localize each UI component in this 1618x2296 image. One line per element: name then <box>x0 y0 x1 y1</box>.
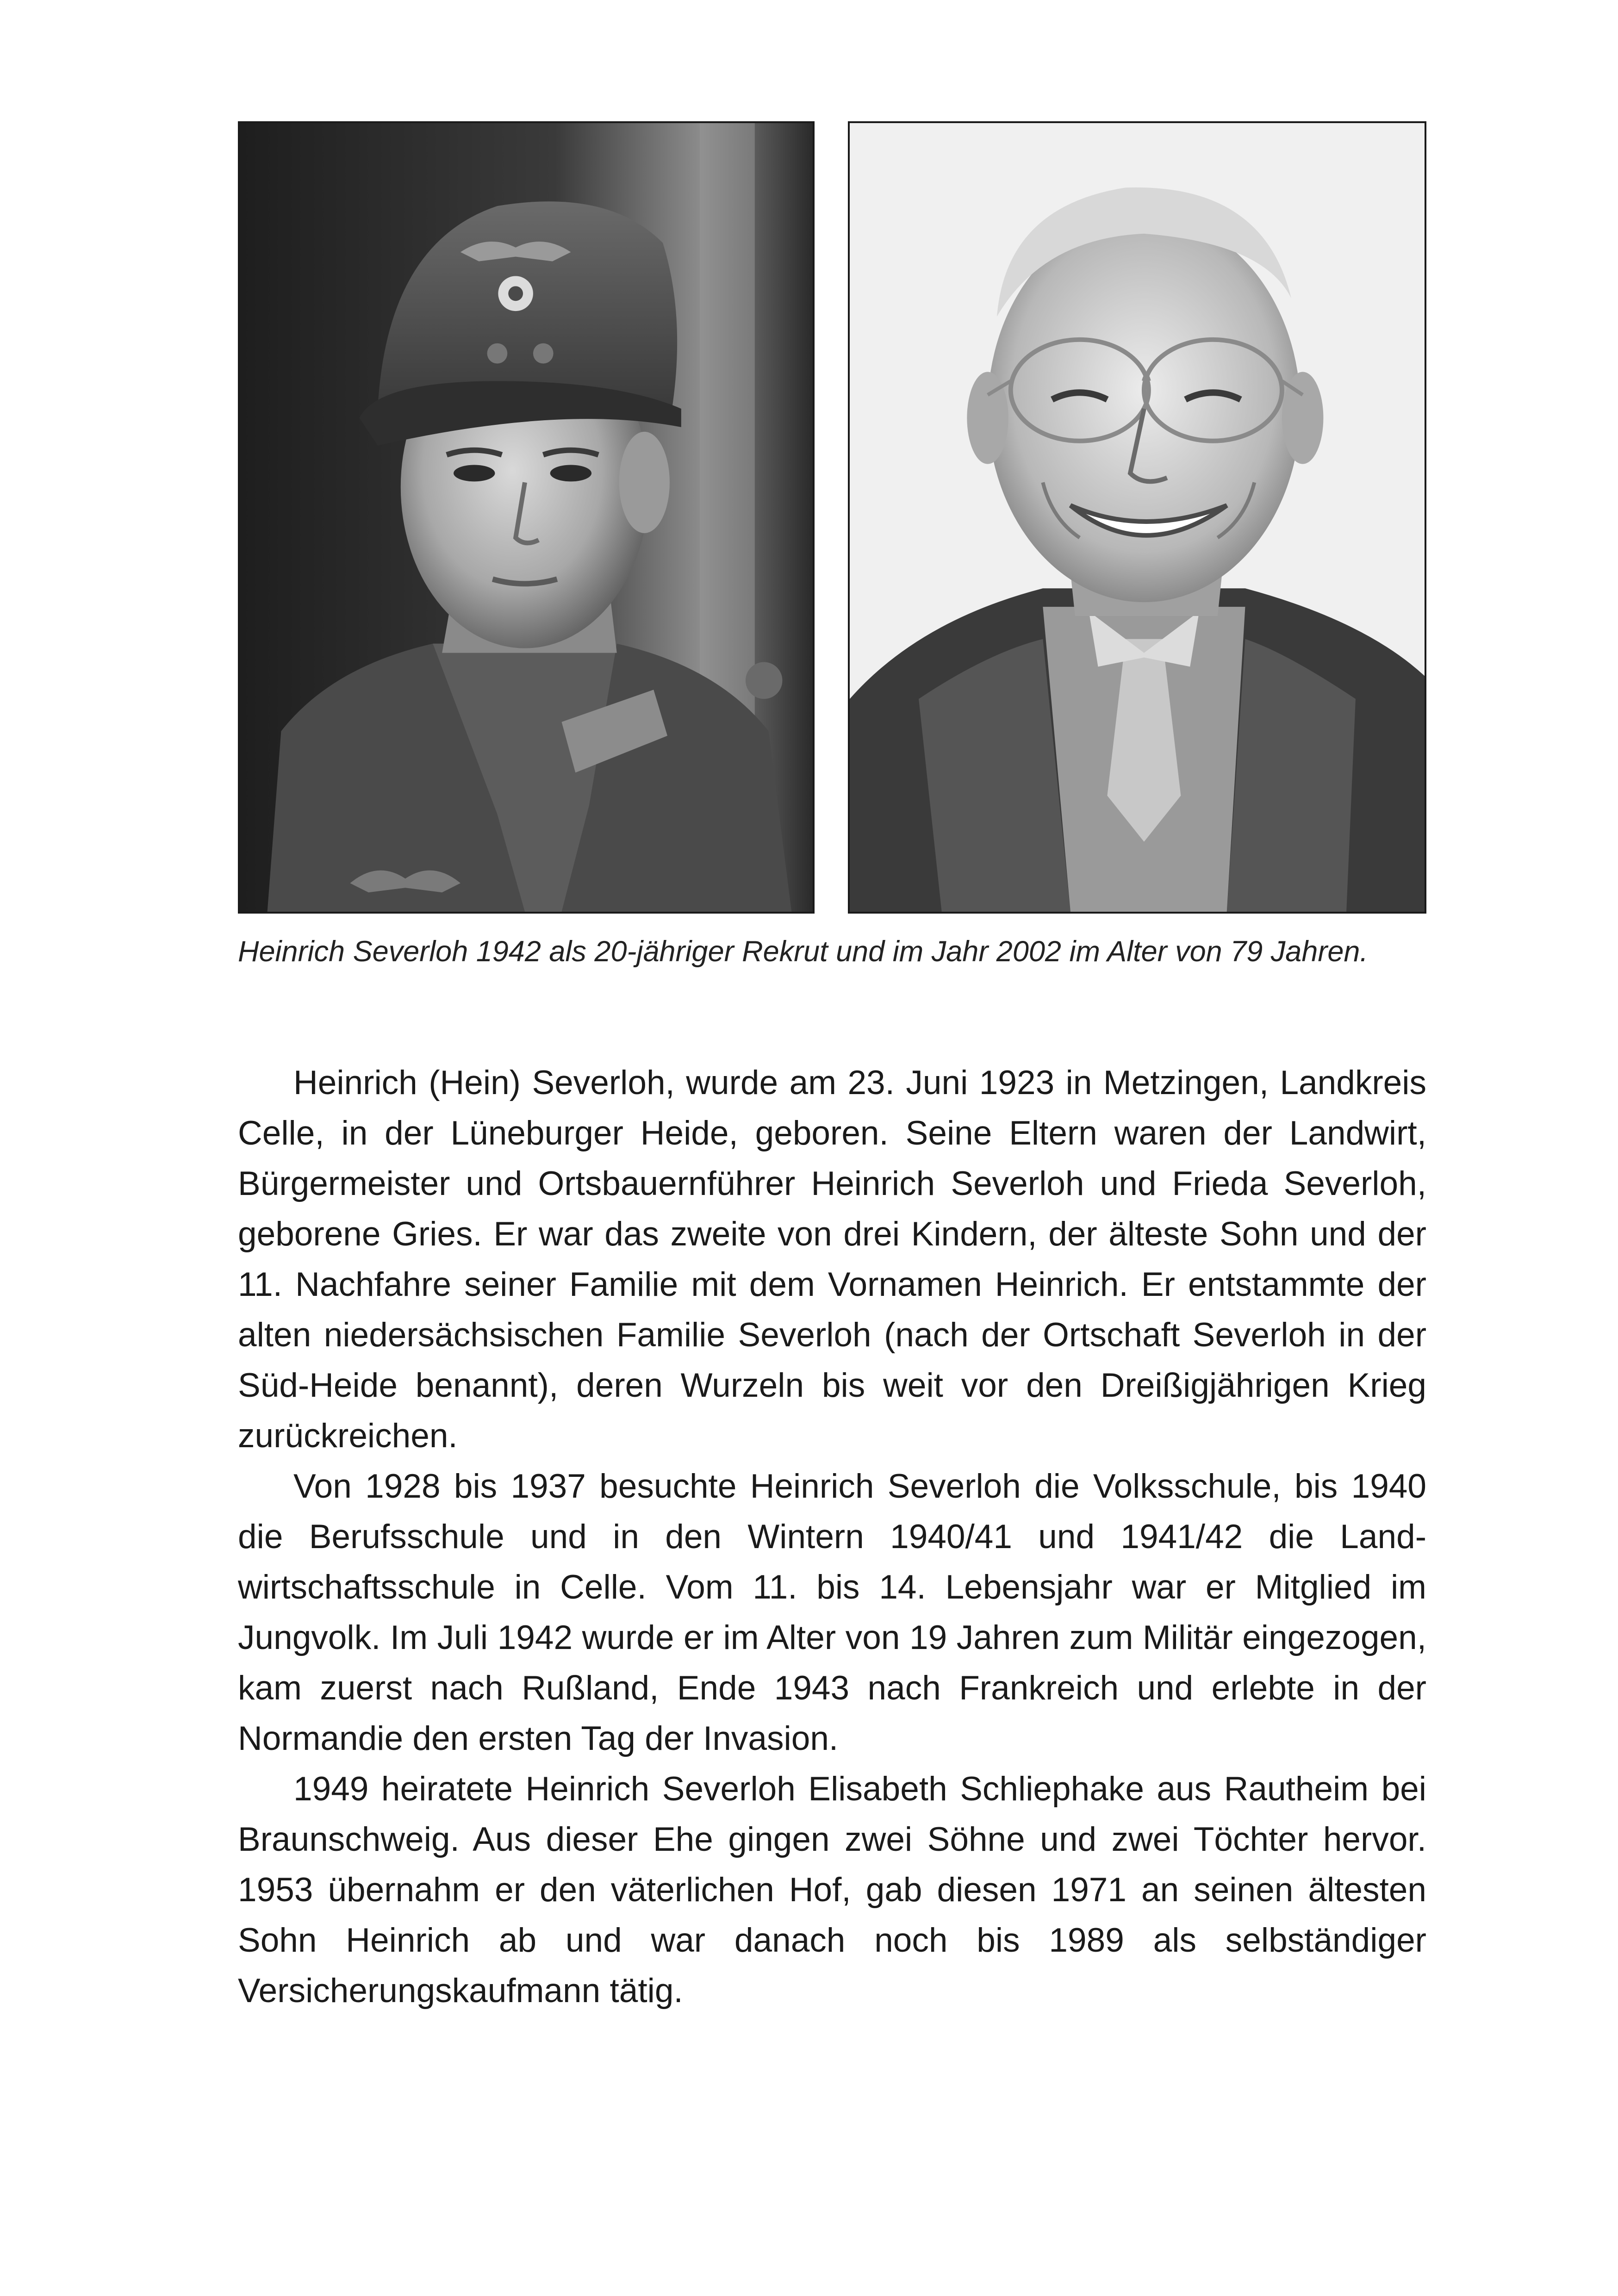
biography-text <box>238 1058 1426 2016</box>
paragraph-education: Von 1928 bis 1937 besuchte Heinrich Severloh die Volksschule, bis 1940 die Berufsschule und in den Wintern 1940/41 und 1941/42 die Landwirtschaftsschule in Celle. Vom 11. bis 14. Lebensjahr war er Mitglied im Jungvolk. Im Juli 1942 wurde er im Alter von 19 Jahren zum Militär eingezogen, kam zuerst nach Rußland, Ende 1943 nach Frankreich und erlebte in der Normandie den ersten Tag der Invasion. <box>238 1468 1426 1757</box>
photo-caption: Heinrich Severloh 1942 als 20-jähriger Rekrut und im Jahr 2002 im Alter von 79 Jahren. <box>238 935 1368 968</box>
soldier-portrait-image <box>240 123 813 912</box>
photo-young-soldier <box>238 121 815 914</box>
elderly-portrait-image <box>850 123 1425 912</box>
paragraph-birth: Heinrich (Hein) Severloh, wurde am 23. Juni 1923 in Metzingen, Landkreis Celle, in der Lüneburger Heide, geboren. Seine Eltern waren der Landwirt, Bürgermeister und Ortsbauernführer Heinrich Severloh und Frieda Severloh, geborene Gries. Er war das zweite von drei Kindern, der älteste Sohn und der 11. Nachfahre seiner Familie mit dem Vornamen Heinrich. Er entstammte der alten niedersächsischen Familie Severloh (nach der Ortschaft Severloh in der Süd-Heide benannt), deren Wurzeln bis weit vor den Dreißigjährigen Krieg zurückreichen. <box>238 1064 1426 1455</box>
photo-elderly-man <box>848 121 1426 914</box>
paragraph-family: 1949 heiratete Heinrich Severloh Elisabeth Schliephake aus Rautheim bei Braunschweig. Aus dieser Ehe gingen zwei Söhne und zwei Töchter hervor. 1953 übernahm er den väterlichen Hof, gab diesen 1971 an seinen ältesten Sohn Heinrich ab und war danach noch bis 1989 als selbständiger Versicherungskaufmann tätig. <box>238 1770 1426 2010</box>
